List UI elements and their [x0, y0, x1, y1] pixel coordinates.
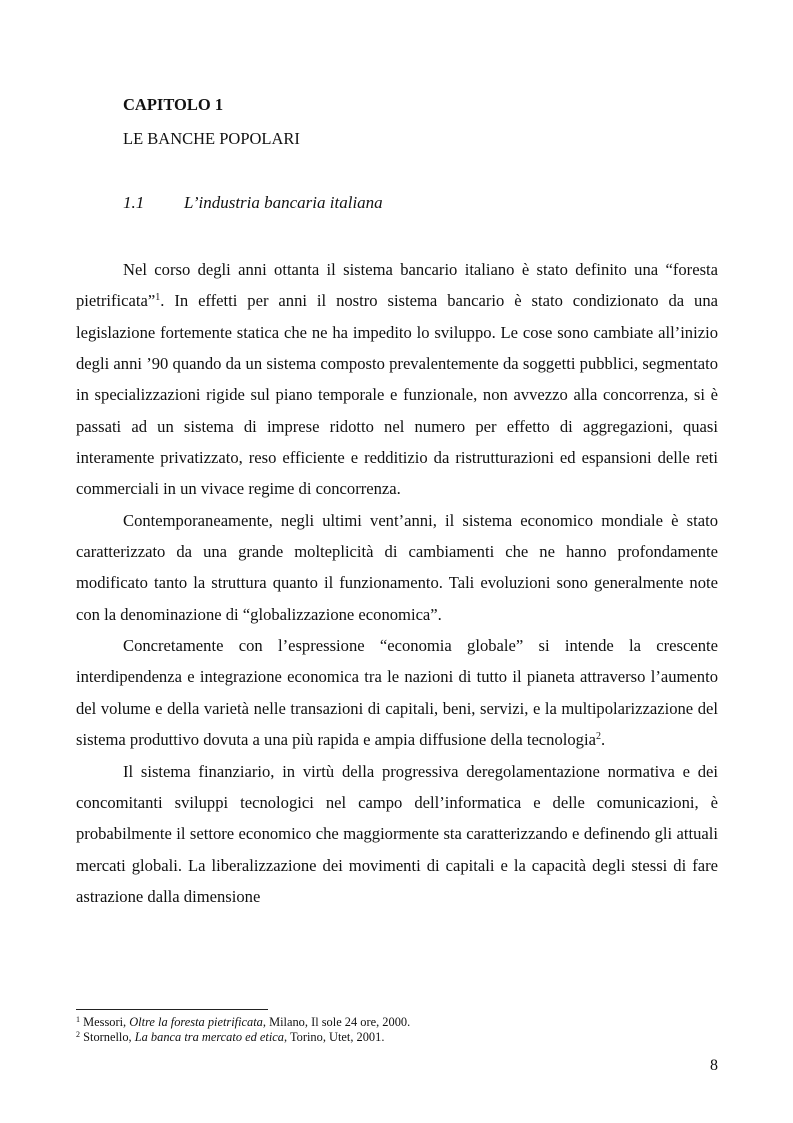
footnote-divider: [76, 1009, 268, 1010]
footnote-2-rest: , Torino, Utet, 2001.: [283, 1030, 385, 1044]
body-text: [76, 254, 718, 912]
paragraph-1-part1: Nel corso degli anni ottanta il sistema bancario italiano è stato definito una “foresta pietrificata”: [76, 260, 718, 311]
section-number: 1.1: [123, 193, 145, 212]
paragraph-3-part1: Concretamente con l’espressione “economia globale” si intende la crescente interdipendenza e integrazione economica tra le nazioni di tutto il pianeta attraverso l’aumento del volume e della varietà nelle transazioni di capitali, beni, servizi, e la multipolarizzazione del sistema produttivo dovuta a una più rapida e ampia diffusione della tecnologia: [76, 636, 718, 750]
chapter-subtitle: LE BANCHE POPOLARI: [123, 129, 300, 148]
footnote-ref-1[interactable]: 1: [155, 292, 161, 304]
footnote-2-number: 2: [76, 1030, 80, 1039]
page-number: 8: [710, 1057, 718, 1074]
chapter-title: CAPITOLO 1: [123, 95, 224, 114]
footnote-ref-2[interactable]: 2: [595, 731, 601, 743]
paragraph-1-part2: . In effetti per anni il nostro sistema bancario è stato condizionato da una legislazione fortemente statica che ne ha impedito lo sviluppo. Le cose sono cambiate all’inizio degli anni ’90 quando da un sistema composto prevalentemente da soggetti pubblici, segmentato in specializzazioni rigide sul piano temporale e funzionale, non avvezzo alla concorrenza, si è passati ad un sistema di imprese ridotto nel numero per effetto di aggregazioni, quasi interamente privatizzato, reso efficiente e redditizio da ristrutturazioni ed espansioni delle reti commerciali in un vivace regime di concorrenza.: [76, 291, 718, 499]
paragraph-2: Contemporaneamente, negli ultimi vent’anni, il sistema economico mondiale è stato caratterizzato da una grande molteplicità di cambiamenti che ne hanno profondamente modificato tanto la struttura quanto il funzionamento. Tali evoluzioni sono generalmente note con la denominazione di “globalizzazione economica”.: [76, 510, 718, 624]
footnote-1: [76, 1015, 718, 1030]
footnote-2-title: La banca tra mercato ed etica: [134, 1030, 284, 1044]
footnote-1-author: Messori,: [83, 1015, 130, 1029]
paragraph-3-part2: .: [600, 730, 606, 750]
paragraph-4: Il sistema finanziario, in virtù della progressiva deregolamentazione normativa e dei concomitanti sviluppi tecnologici nel campo dell’informatica e delle comunicazioni, è probabilmente il settore economico che maggiormente sta caratterizzando e definendo gli attuali mercati globali. La liberalizzazione dei movimenti di capitali e la capacità degli stessi di fare astrazione dalla dimensione: [76, 761, 718, 906]
footnote-1-number: 1: [76, 1015, 80, 1024]
footnote-2: [76, 1030, 718, 1045]
section-title: L’industria bancaria italiana: [184, 193, 383, 212]
paragraph-1: [76, 254, 718, 505]
footnotes: [76, 1015, 718, 1045]
footnote-1-rest: , Milano, Il sole 24 ore, 2000.: [262, 1015, 411, 1029]
paragraph-3: [76, 630, 718, 755]
section-heading: [123, 192, 383, 214]
footnote-2-author: Stornello,: [83, 1030, 135, 1044]
footnote-1-title: Oltre la foresta pietrificata: [129, 1015, 263, 1029]
